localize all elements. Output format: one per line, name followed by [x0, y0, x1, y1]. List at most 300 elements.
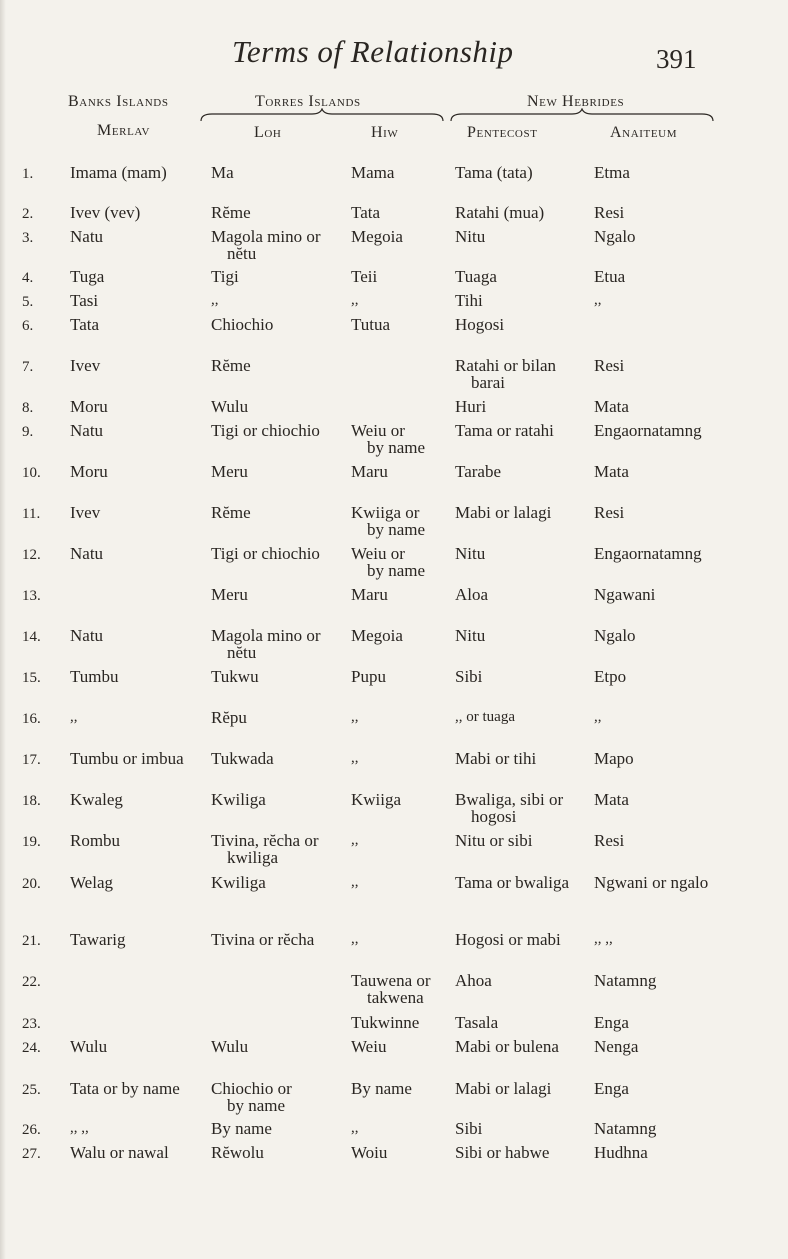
- cell-text: 3.: [22, 230, 34, 246]
- cell-text: Hogosi: [455, 315, 505, 334]
- cell-loh: [211, 1080, 292, 1114]
- cell-text: Tauwena or: [351, 971, 431, 990]
- cell-text: ,,: [351, 292, 359, 308]
- cell-num: [22, 422, 52, 441]
- cell-text: Hudhna: [594, 1143, 648, 1162]
- cell-text: Hogosi or mabi: [455, 930, 561, 949]
- cell-text: Resi: [594, 356, 625, 375]
- cell-hiw: [351, 422, 425, 456]
- cell-text: 11.: [22, 506, 41, 522]
- cell-merlav: [70, 268, 104, 285]
- cell-text: Megoia: [351, 626, 403, 645]
- cell-text: Rĕpu: [211, 708, 247, 727]
- cell-num: [22, 316, 52, 335]
- cell-merlav: [70, 204, 140, 221]
- cell-text: Resi: [594, 831, 625, 850]
- cell-text: Etua: [594, 267, 626, 286]
- cell-text: 23.: [22, 1016, 41, 1032]
- cell-hiw: [351, 1144, 387, 1161]
- cell-text: Weiu: [351, 1037, 387, 1056]
- cell-num: [22, 357, 52, 376]
- cell-text: Maru: [351, 462, 388, 481]
- cell-text: Wulu: [211, 1037, 249, 1056]
- table-row: [0, 228, 788, 268]
- cell-hiw: [351, 586, 388, 603]
- cell-num: [22, 1038, 52, 1057]
- cell-num: [22, 1080, 52, 1099]
- cell-merlav: [70, 627, 103, 644]
- cell-text: Pupu: [351, 667, 386, 686]
- cell-hiw: [351, 972, 431, 1006]
- cell-anai: [594, 357, 624, 374]
- cell-text: ,,: [351, 709, 359, 725]
- cell-text: Tigi or chiochio: [211, 421, 320, 440]
- cell-anai: [594, 709, 602, 726]
- table-row: [0, 709, 788, 749]
- cell-anai: [594, 204, 624, 221]
- cell-text: Kwiliga: [211, 873, 266, 892]
- cell-hiw: [351, 292, 359, 309]
- cell-pent: [455, 972, 492, 989]
- cell-text: 19.: [22, 834, 41, 850]
- cell-pent: [455, 292, 483, 309]
- cell-num: [22, 292, 52, 311]
- cell-text: Meru: [211, 462, 248, 481]
- cell-hiw: [351, 1080, 412, 1097]
- cell-text: Ivev: [70, 356, 101, 375]
- column-header-loh: Loh: [254, 124, 282, 141]
- cell-hiw: [351, 1120, 359, 1137]
- cell-merlav: [70, 709, 78, 726]
- cell-text: Tigi: [211, 267, 239, 286]
- table-row: [0, 463, 788, 503]
- cell-hiw: [351, 791, 401, 808]
- cell-text: Rĕme: [211, 356, 251, 375]
- cell-anai: [594, 832, 624, 849]
- cell-text: Resi: [594, 203, 625, 222]
- cell-text: Nitu: [455, 544, 486, 563]
- cell-text: 26.: [22, 1122, 41, 1138]
- cell-text: Imama (mam): [70, 163, 167, 182]
- cell-text: Tuga: [70, 267, 105, 286]
- cell-text: Ngwani or ngalo: [594, 873, 709, 892]
- cell-merlav: [70, 398, 108, 415]
- cell-text: Tasala: [455, 1013, 499, 1032]
- cell-text: Tama or ratahi: [455, 421, 554, 440]
- group-header-torres-islands: Torres Islands: [255, 93, 361, 110]
- cell-text: ,,: [351, 874, 359, 890]
- cell-anai: [594, 668, 626, 685]
- cell-text: Ngawani: [594, 585, 656, 604]
- cell-pent: [455, 268, 497, 285]
- cell-text: Aloa: [455, 585, 489, 604]
- table-row: [0, 972, 788, 1012]
- cell-text: Rĕme: [211, 503, 251, 522]
- cell-text: Tata: [70, 315, 100, 334]
- cell-num: [22, 791, 52, 810]
- cell-text: Kwiiga: [351, 790, 402, 809]
- cell-num: [22, 668, 52, 687]
- cell-loh: [211, 1120, 272, 1137]
- cell-text: Kwiiga or: [351, 503, 420, 522]
- cell-text: 4.: [22, 270, 34, 286]
- cell-merlav: [70, 164, 167, 181]
- cell-anai: [594, 1080, 629, 1097]
- cell-anai: [594, 627, 636, 644]
- cell-merlav: [70, 668, 119, 685]
- cell-merlav: [70, 422, 103, 439]
- cell-anai: [594, 398, 629, 415]
- cell-pent: [455, 750, 536, 767]
- cell-hiw: [351, 316, 390, 333]
- cell-text: 6.: [22, 318, 34, 334]
- cell-text: Engaornatamng: [594, 544, 702, 563]
- cell-text-continuation: by name: [227, 1096, 286, 1115]
- cell-text: Rĕme: [211, 203, 251, 222]
- cell-merlav: [70, 1038, 107, 1055]
- cell-text: 24.: [22, 1040, 41, 1056]
- cell-text: ,,: [351, 832, 359, 848]
- cell-text: Ivev: [70, 503, 101, 522]
- cell-text: Sibi: [455, 1119, 483, 1138]
- cell-text: Rĕwolu: [211, 1143, 264, 1162]
- table-row: [0, 357, 788, 397]
- cell-text: By name: [211, 1119, 272, 1138]
- table-row: [0, 422, 788, 462]
- cell-loh: [211, 422, 320, 439]
- cell-text: Engaornatamng: [594, 421, 702, 440]
- cell-pent: [455, 791, 563, 825]
- cell-loh: [211, 931, 314, 948]
- cell-num: [22, 164, 52, 183]
- cell-text: 15.: [22, 670, 41, 686]
- cell-text: Maru: [351, 585, 388, 604]
- cell-hiw: [351, 931, 359, 948]
- cell-text: Sibi: [455, 667, 483, 686]
- cell-num: [22, 463, 52, 482]
- cell-anai: [594, 463, 629, 480]
- cell-loh: [211, 204, 251, 221]
- table-row: [0, 791, 788, 831]
- cell-pent: [455, 204, 544, 221]
- cell-hiw: [351, 504, 425, 538]
- cell-text: Tarabe: [455, 462, 501, 481]
- cell-anai: [594, 791, 629, 808]
- cell-pent: [455, 1120, 482, 1137]
- cell-num: [22, 832, 52, 851]
- cell-anai: [594, 972, 656, 989]
- cell-merlav: [70, 1080, 180, 1097]
- table-row: [0, 627, 788, 667]
- cell-hiw: [351, 228, 403, 245]
- cell-pent: [455, 545, 485, 562]
- cell-text: Etma: [594, 163, 630, 182]
- cell-text: Tama (tata): [455, 163, 533, 182]
- cell-hiw: [351, 268, 377, 285]
- cell-text: Wulu: [70, 1037, 108, 1056]
- cell-text: ,,: [594, 292, 602, 308]
- cell-text: 2.: [22, 206, 34, 222]
- cell-text: Sibi or habwe: [455, 1143, 550, 1162]
- table-row: [0, 931, 788, 971]
- cell-loh: [211, 357, 251, 374]
- cell-anai: [594, 292, 602, 309]
- cell-text: Huri: [455, 397, 487, 416]
- cell-text: ,, ,,: [594, 931, 613, 947]
- cell-hiw: [351, 874, 359, 891]
- cell-num: [22, 750, 52, 769]
- cell-num: [22, 504, 52, 523]
- cell-loh: [211, 750, 274, 767]
- cell-text: Woiu: [351, 1143, 388, 1162]
- cell-text: Ngalo: [594, 626, 636, 645]
- cell-text: ,, or tuaga: [455, 709, 515, 725]
- cell-text: Bwaliga, sibi or: [455, 790, 564, 809]
- cell-text: 25.: [22, 1082, 41, 1098]
- cell-num: [22, 586, 52, 605]
- cell-text: Kwaleg: [70, 790, 123, 809]
- cell-text: Weiu or: [351, 544, 405, 563]
- cell-merlav: [70, 791, 123, 808]
- cell-loh: [211, 268, 239, 285]
- cell-hiw: [351, 668, 386, 685]
- cell-num: [22, 874, 52, 893]
- table-row: [0, 750, 788, 790]
- cell-text: Natu: [70, 544, 104, 563]
- cell-text: Moru: [70, 462, 108, 481]
- table-row: [0, 832, 788, 872]
- cell-loh: [211, 832, 319, 866]
- cell-text: Mabi or lalagi: [455, 503, 552, 522]
- cell-text: Mabi or tihi: [455, 749, 537, 768]
- cell-text-continuation: nĕtu: [227, 244, 257, 263]
- column-header-anaiteum: Anaiteum: [610, 124, 678, 141]
- cell-text: 5.: [22, 294, 34, 310]
- cell-text: 8.: [22, 400, 34, 416]
- cell-loh: [211, 668, 259, 685]
- cell-num: [22, 627, 52, 646]
- cell-pent: [455, 668, 482, 685]
- cell-text: Ivev (vev): [70, 203, 141, 222]
- cell-text: Tata: [351, 203, 381, 222]
- cell-text: Mabi or bulena: [455, 1037, 559, 1056]
- cell-loh: [211, 627, 321, 661]
- cell-hiw: [351, 204, 380, 221]
- cell-anai: [594, 1120, 656, 1137]
- cell-text: 17.: [22, 752, 41, 768]
- cell-merlav: [70, 316, 99, 333]
- cell-merlav: [70, 1120, 89, 1137]
- table-row: [0, 586, 788, 626]
- cell-num: [22, 972, 52, 991]
- column-header-hiw: Hiw: [371, 124, 399, 141]
- table-row: [0, 504, 788, 544]
- column-header-merlav: Merlav: [97, 122, 151, 139]
- cell-text: Mata: [594, 397, 629, 416]
- cell-pent: [455, 627, 485, 644]
- cell-text: Tuaga: [455, 267, 497, 286]
- cell-text-continuation: kwiliga: [227, 848, 278, 867]
- cell-text: ,,: [351, 931, 359, 947]
- cell-pent: [455, 398, 486, 415]
- cell-text: Magola mino or: [211, 626, 321, 645]
- cell-loh: [211, 292, 219, 309]
- cell-text: 20.: [22, 876, 41, 892]
- cell-text: 18.: [22, 793, 41, 809]
- cell-hiw: [351, 627, 403, 644]
- cell-loh: [211, 586, 248, 603]
- cell-num: [22, 709, 52, 728]
- cell-text: 27.: [22, 1146, 41, 1162]
- cell-text: Nitu: [455, 626, 486, 645]
- cell-pent: [455, 1014, 498, 1031]
- cell-pent: [455, 463, 501, 480]
- cell-pent: [455, 709, 515, 726]
- cell-text: Tumbu or imbua: [70, 749, 184, 768]
- cell-pent: [455, 316, 504, 333]
- cell-anai: [594, 931, 613, 948]
- cell-pent: [455, 422, 554, 439]
- table-row: [0, 668, 788, 708]
- cell-text: Natamng: [594, 1119, 657, 1138]
- cell-anai: [594, 750, 634, 767]
- cell-loh: [211, 316, 273, 333]
- cell-text: 10.: [22, 465, 41, 481]
- cell-loh: [211, 228, 321, 262]
- cell-loh: [211, 545, 320, 562]
- cell-text: Tivina or rĕcha: [211, 930, 315, 949]
- cell-anai: [594, 586, 655, 603]
- cell-anai: [594, 1144, 648, 1161]
- cell-hiw: [351, 709, 359, 726]
- table-row: [0, 545, 788, 585]
- cell-text: Mata: [594, 462, 629, 481]
- table-row: [0, 1038, 788, 1078]
- cell-loh: [211, 1144, 264, 1161]
- group-header-new-hebrides: New Hebrides: [527, 93, 625, 110]
- cell-text: ,,: [70, 709, 78, 725]
- cell-anai: [594, 422, 702, 439]
- cell-text: Natamng: [594, 971, 657, 990]
- column-header-pentecost: Pentecost: [467, 124, 538, 141]
- cell-text-continuation: by name: [367, 561, 426, 580]
- cell-text-continuation: hogosi: [471, 807, 517, 826]
- table-row: [0, 164, 788, 204]
- cell-loh: [211, 504, 251, 521]
- cell-loh: [211, 791, 266, 808]
- cell-text: By name: [351, 1079, 412, 1098]
- cell-pent: [455, 357, 556, 391]
- cell-text: Resi: [594, 503, 625, 522]
- table-row: [0, 1144, 788, 1184]
- cell-text: 14.: [22, 629, 41, 645]
- cell-text: Magola mino or: [211, 227, 321, 246]
- cell-hiw: [351, 545, 425, 579]
- cell-pent: [455, 504, 551, 521]
- cell-text: Enga: [594, 1079, 629, 1098]
- torres-brace: [200, 108, 445, 122]
- cell-pent: [455, 931, 561, 948]
- cell-merlav: [70, 874, 113, 891]
- cell-text-continuation: barai: [471, 373, 505, 392]
- cell-text: Wulu: [211, 397, 249, 416]
- cell-text: Ngalo: [594, 227, 636, 246]
- cell-text: Kwiliga: [211, 790, 266, 809]
- hebrides-brace: [450, 108, 715, 122]
- cell-text: Natu: [70, 421, 104, 440]
- cell-text: Chiochio: [211, 315, 274, 334]
- cell-text: Tutua: [351, 315, 391, 334]
- page-title: Terms of Relationship: [232, 34, 514, 69]
- cell-text: Tukwu: [211, 667, 259, 686]
- cell-text-continuation: nĕtu: [227, 643, 257, 662]
- cell-text: 9.: [22, 424, 34, 440]
- cell-text: Rombu: [70, 831, 121, 850]
- cell-loh: [211, 1038, 248, 1055]
- table-row: [0, 874, 788, 914]
- cell-text: Welag: [70, 873, 113, 892]
- cell-text: Tasi: [70, 291, 99, 310]
- group-header-banks-islands: Banks Islands: [68, 93, 169, 110]
- cell-text: Megoia: [351, 227, 403, 246]
- cell-num: [22, 1120, 52, 1139]
- cell-text-continuation: takwena: [367, 988, 424, 1007]
- cell-anai: [594, 164, 630, 181]
- cell-merlav: [70, 463, 108, 480]
- cell-pent: [455, 1038, 559, 1055]
- cell-num: [22, 545, 52, 564]
- cell-text: 13.: [22, 588, 41, 604]
- cell-text: Ahoa: [455, 971, 492, 990]
- cell-text-continuation: by name: [367, 438, 426, 457]
- cell-num: [22, 1014, 52, 1033]
- cell-hiw: [351, 463, 388, 480]
- cell-loh: [211, 463, 248, 480]
- cell-text: Tumbu: [70, 667, 119, 686]
- cell-text: 1.: [22, 166, 34, 182]
- cell-num: [22, 1144, 52, 1163]
- cell-text: Tukwada: [211, 749, 274, 768]
- cell-text: Tivina, rĕcha or: [211, 831, 319, 850]
- table-row: [0, 1080, 788, 1120]
- cell-anai: [594, 268, 625, 285]
- cell-pent: [455, 832, 532, 849]
- cell-text: Tigi or chiochio: [211, 544, 320, 563]
- cell-pent: [455, 1080, 551, 1097]
- cell-text: Natu: [70, 626, 104, 645]
- cell-loh: [211, 709, 247, 726]
- cell-text: ,,: [351, 750, 359, 766]
- table-row: [0, 316, 788, 356]
- cell-hiw: [351, 1014, 419, 1031]
- cell-loh: [211, 398, 248, 415]
- cell-text: Tawarig: [70, 930, 126, 949]
- cell-text: Walu or nawal: [70, 1143, 169, 1162]
- cell-text: 21.: [22, 933, 41, 949]
- cell-text: Tihi: [455, 291, 483, 310]
- cell-pent: [455, 1144, 549, 1161]
- cell-num: [22, 268, 52, 287]
- cell-text: Mata: [594, 790, 629, 809]
- cell-merlav: [70, 931, 125, 948]
- page-number: 391: [656, 44, 697, 74]
- cell-text: Moru: [70, 397, 108, 416]
- cell-text: Teii: [351, 267, 378, 286]
- cell-hiw: [351, 750, 359, 767]
- cell-text: Ratahi (mua): [455, 203, 545, 222]
- cell-merlav: [70, 292, 98, 309]
- cell-num: [22, 228, 52, 247]
